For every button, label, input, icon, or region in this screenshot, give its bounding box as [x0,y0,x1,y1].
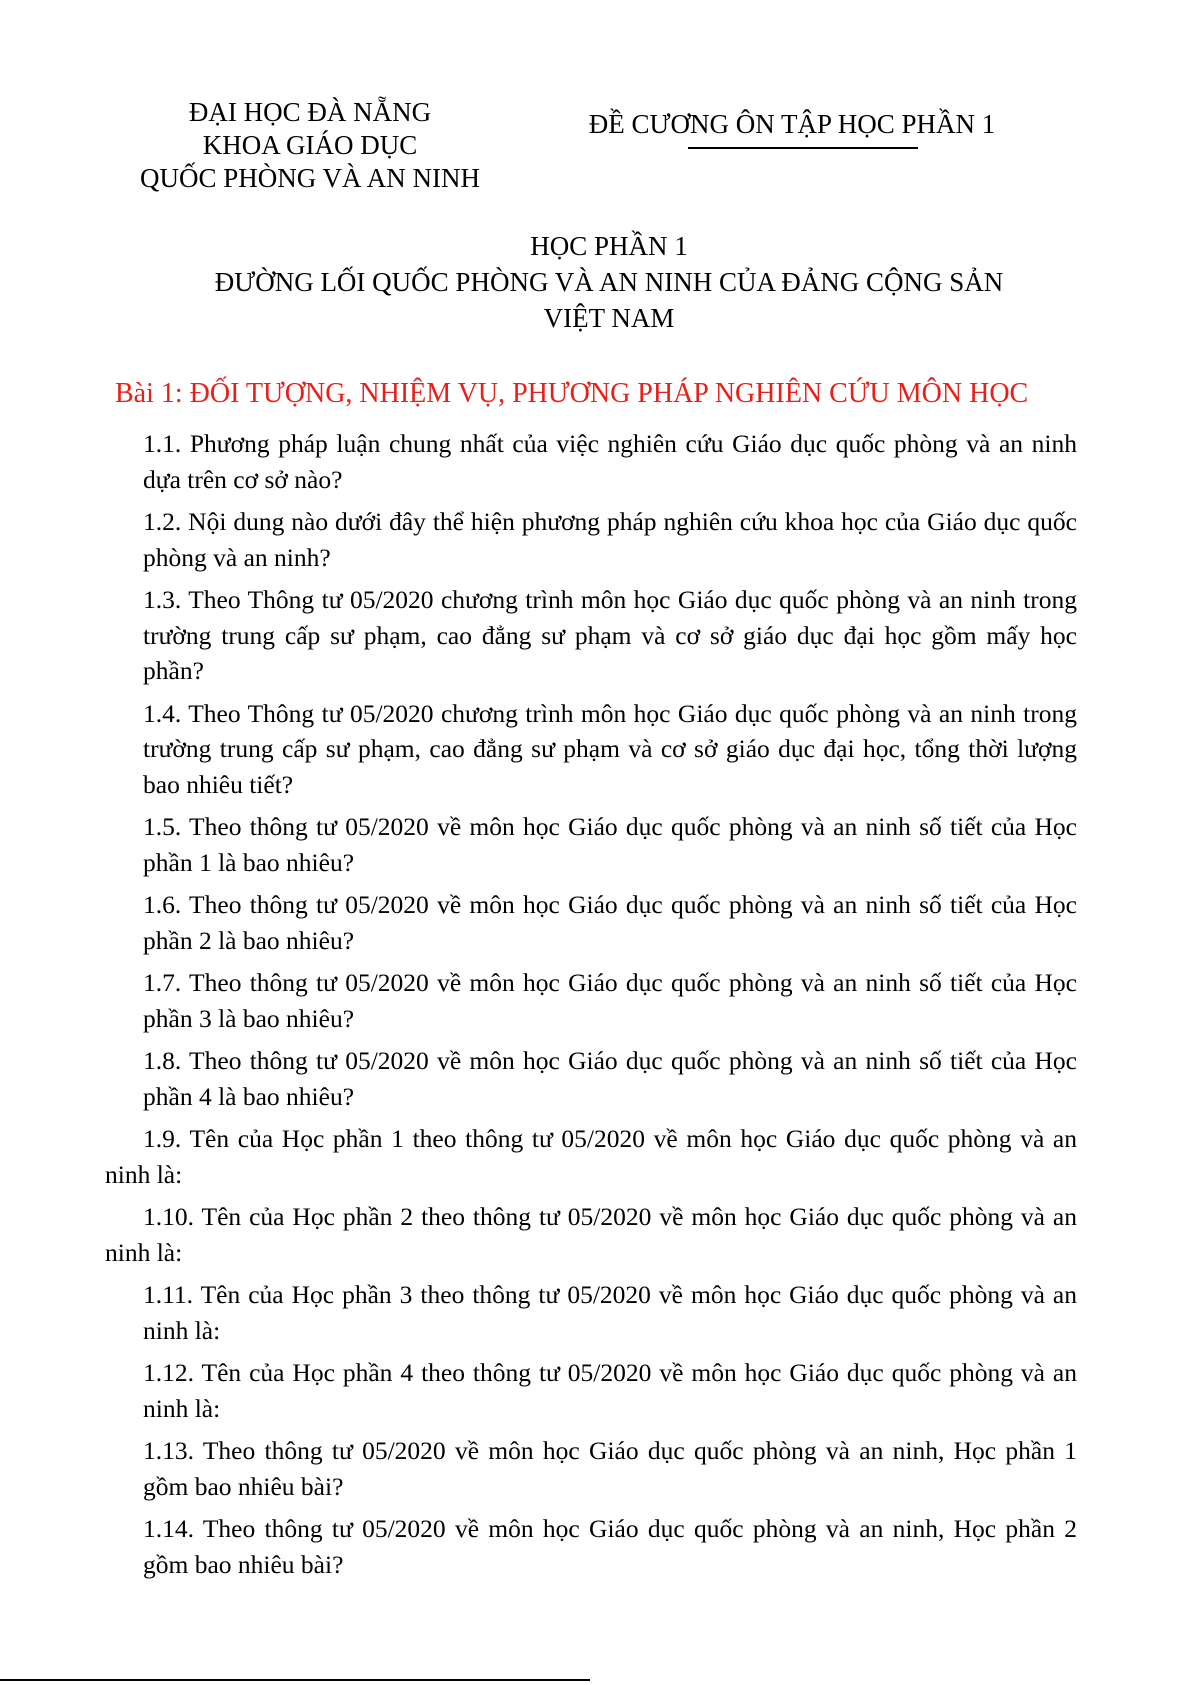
lesson-heading: Bài 1: ĐỐI TƯỢNG, NHIỆM VỤ, PHƯƠNG PHÁP NGHIÊN CỨU MÔN HỌC [115,378,1029,409]
course-title [0,228,1191,336]
institution-line-faculty-cont: QUỐC PHÒNG VÀ AN NINH [139,163,481,193]
question-item: 1.5. Theo thông tư 05/2020 về môn học Giáo dục quốc phòng và an ninh số tiết của Học phần 1 là bao nhiêu? [143,812,1077,877]
course-title-line-3: VIỆT NAM [543,303,675,333]
question-item: 1.11. Tên của Học phần 3 theo thông tư 05/2020 về môn học Giáo dục quốc phòng và an ninh là: [143,1280,1077,1345]
institution-line-university: ĐẠI HỌC ĐÀ NẴNG [188,97,432,127]
question-item: 1.7. Theo thông tư 05/2020 về môn học Giáo dục quốc phòng và an ninh số tiết của Học phần 3 là bao nhiêu? [143,968,1077,1033]
footer-rule [0,1679,590,1681]
question-item: 1.8. Theo thông tư 05/2020 về môn học Giáo dục quốc phòng và an ninh số tiết của Học phần 4 là bao nhiêu? [143,1046,1077,1111]
question-item: 1.2. Nội dung nào dưới đây thể hiện phương pháp nghiên cứu khoa học của Giáo dục quốc phòng và an ninh? [143,507,1077,572]
title-underline-rule [688,147,918,149]
question-item: 1.3. Theo Thông tư 05/2020 chương trình môn học Giáo dục quốc phòng và an ninh trong trường trung cấp sư phạm, cao đẳng sư phạm và cơ sở giáo dục đại học gồm mấy học phần? [143,585,1077,685]
question-list [105,426,1077,1589]
course-title-line-1: HỌC PHẦN 1 [530,231,688,261]
question-item: 1.10. Tên của Học phần 2 theo thông tư 05/2020 về môn học Giáo dục quốc phòng và an ninh là: [105,1202,1077,1267]
question-item: 1.4. Theo Thông tư 05/2020 chương trình môn học Giáo dục quốc phòng và an ninh trong trường trung cấp sư phạm, cao đẳng sư phạm và cơ sở giáo dục đại học, tổng thời lượng bao nhiêu tiết? [143,698,1077,799]
question-item: 1.14. Theo thông tư 05/2020 về môn học Giáo dục quốc phòng và an ninh, Học phần 2 gồm bao nhiêu bài? [143,1514,1077,1579]
question-item: 1.6. Theo thông tư 05/2020 về môn học Giáo dục quốc phòng và an ninh số tiết của Học phần 2 là bao nhiêu? [143,890,1077,955]
institution-line-faculty: KHOA GIÁO DỤC [202,130,418,160]
institution-header [105,96,515,195]
course-title-line-2: ĐƯỜNG LỐI QUỐC PHÒNG VÀ AN NINH CỦA ĐẢNG CỘNG SẢN [214,267,1004,297]
question-item: 1.9. Tên của Học phần 1 theo thông tư 05/2020 về môn học Giáo dục quốc phòng và an ninh là: [105,1124,1077,1189]
document-type-title: ĐỀ CƯƠNG ÔN TẬP HỌC PHẦN 1 [588,109,996,139]
question-item: 1.1. Phương pháp luận chung nhất của việc nghiên cứu Giáo dục quốc phòng và an ninh dựa trên cơ sở nào? [143,429,1077,494]
question-item: 1.12. Tên của Học phần 4 theo thông tư 05/2020 về môn học Giáo dục quốc phòng và an ninh là: [143,1358,1077,1423]
question-item: 1.13. Theo thông tư 05/2020 về môn học Giáo dục quốc phòng và an ninh, Học phần 1 gồm bao nhiêu bài? [143,1436,1077,1501]
